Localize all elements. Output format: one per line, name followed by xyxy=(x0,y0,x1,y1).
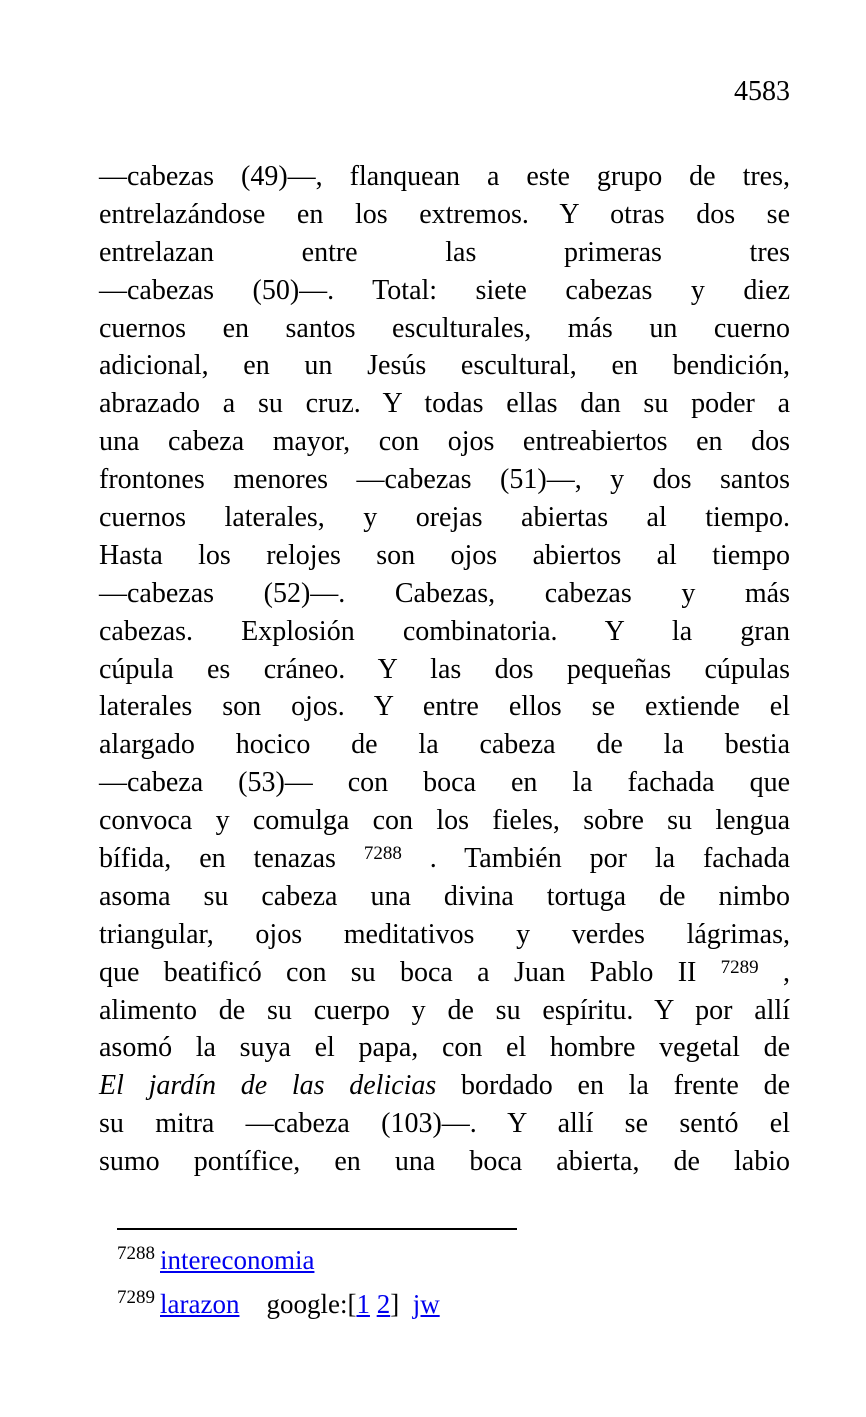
text-span: asoma su cabeza una divina tortuga de nimbo xyxy=(99,880,790,912)
text-span: asomó la suya el papa, con el hombre vegetal de xyxy=(99,1032,790,1064)
footnote-link-larazon[interactable]: larazon xyxy=(160,1289,240,1319)
text-span: —cabezas (52)—. Cabezas, cabezas y más xyxy=(99,577,790,609)
text-line xyxy=(99,423,790,461)
footnote-link-1[interactable]: 1 xyxy=(356,1289,370,1319)
text-span: laterales son ojos. Y entre ellos se extiende el xyxy=(99,691,790,723)
footnote-number: 7288 xyxy=(117,1243,155,1264)
text-span: abrazado a su cruz. Y todas ellas dan su poder a xyxy=(99,388,790,420)
text-line xyxy=(99,916,790,954)
text-span: cúpula es cráneo. Y las dos pequeñas cúpulas xyxy=(99,653,790,685)
footnote-ref: 7289 xyxy=(720,956,759,978)
text-line xyxy=(99,196,790,234)
italic-text: El jardín de las delicias xyxy=(99,1070,437,1102)
text-line xyxy=(99,878,790,916)
text-span: google:[ xyxy=(239,1289,357,1319)
text-line xyxy=(99,840,790,878)
text-span: su mitra —cabeza (103)—. Y allí se sentó el xyxy=(99,1108,790,1140)
text-span: convoca y comulga con los fieles, sobre su lengua xyxy=(99,805,790,837)
text-span: que beatificó con su boca a Juan Pablo II xyxy=(99,956,721,988)
footnote-area xyxy=(117,1228,790,1326)
text-line xyxy=(99,461,790,499)
text-line xyxy=(99,310,790,348)
text-span: . También por la fachada xyxy=(401,843,790,875)
text-span: , xyxy=(758,956,790,988)
page-number: 4583 xyxy=(734,76,790,107)
text-line xyxy=(99,234,790,272)
text-line xyxy=(99,651,790,689)
text-line xyxy=(99,1067,790,1105)
footnote-list xyxy=(117,1238,790,1326)
text-span: —cabezas (50)—. Total: siete cabezas y diez xyxy=(99,274,790,306)
text-line xyxy=(99,537,790,575)
text-span: una cabeza mayor, con ojos entreabiertos en dos xyxy=(99,426,790,458)
text-line xyxy=(99,726,790,764)
text-line xyxy=(99,613,790,651)
text-line xyxy=(99,158,790,196)
text-span: entrelazándose en los extremos. Y otras dos se xyxy=(99,198,790,230)
text-span: Hasta los relojes son ojos abiertos al tiempo xyxy=(99,539,790,571)
text-line xyxy=(99,272,790,310)
text-line xyxy=(99,992,790,1030)
footnote-separator xyxy=(117,1228,517,1230)
footnote-ref: 7288 xyxy=(363,843,402,865)
text-span: bífida, en tenazas xyxy=(99,843,364,875)
text-span: alargado hocico de la cabeza de la bestia xyxy=(99,729,790,761)
text-line xyxy=(99,1029,790,1067)
text-line xyxy=(99,575,790,613)
text-span: —cabezas (49)—, flanquean a este grupo de tres, xyxy=(99,161,790,192)
text-line xyxy=(99,1105,790,1143)
text-span: entrelazan entre las primeras tres xyxy=(99,236,790,268)
text-span: cuernos en santos esculturales, más un cuerno xyxy=(99,312,790,344)
text-line xyxy=(99,802,790,840)
text-line xyxy=(99,1143,790,1181)
text-line xyxy=(99,385,790,423)
text-span: ] xyxy=(390,1289,413,1319)
text-span: —cabeza (53)— con boca en la fachada que xyxy=(99,767,790,799)
text-span xyxy=(370,1289,377,1319)
footnote-number: 7289 xyxy=(117,1287,155,1308)
text-span: adicional, en un Jesús escultural, en bendición, xyxy=(99,350,790,382)
text-span: bordado en la frente de xyxy=(436,1070,790,1102)
text-line xyxy=(99,347,790,385)
text-span: triangular, ojos meditativos y verdes lágrimas, xyxy=(99,918,790,950)
footnote-link-2[interactable]: 2 xyxy=(376,1289,391,1319)
footnote-link-jw[interactable]: jw xyxy=(412,1289,440,1319)
body-text xyxy=(99,158,790,1181)
text-span: alimento de su cuerpo y de su espíritu. Y por allí xyxy=(99,994,790,1026)
text-span: cuernos laterales, y orejas abiertas al tiempo. xyxy=(99,502,790,534)
text-span: frontones menores —cabezas (51)—, y dos santos xyxy=(99,464,790,496)
text-line xyxy=(99,688,790,726)
text-line xyxy=(99,499,790,537)
footnote-link-intereconomia[interactable]: intereconomia xyxy=(160,1245,315,1275)
text-line xyxy=(99,764,790,802)
text-span: cabezas. Explosión combinatoria. Y la gran xyxy=(99,615,790,647)
text-line xyxy=(99,954,790,992)
text-span: sumo pontífice, en una boca abierta, de labio xyxy=(99,1146,790,1178)
footnote xyxy=(117,1282,790,1326)
footnote xyxy=(117,1238,790,1282)
